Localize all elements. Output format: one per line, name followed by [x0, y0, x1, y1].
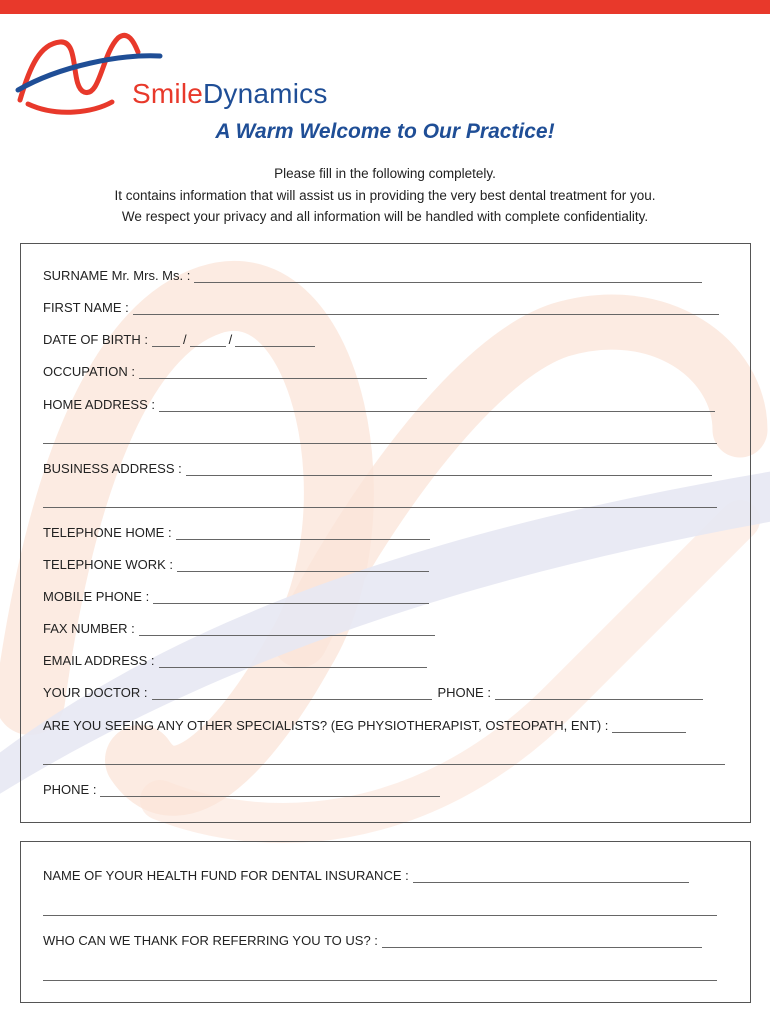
home-address-row — [43, 397, 715, 412]
dob-separator-2: / — [228, 332, 233, 347]
business-address-row — [43, 461, 712, 476]
referral-line-2-field[interactable] — [43, 968, 717, 981]
home-address-label: HOME ADDRESS : — [43, 397, 155, 412]
surname-label: SURNAME Mr. Mrs. Ms. : — [43, 268, 191, 283]
logo-text — [132, 78, 328, 110]
telephone-home-field[interactable] — [176, 527, 430, 540]
specialists-field[interactable] — [612, 720, 686, 733]
logo-text-smile: Smile — [132, 78, 204, 109]
intro-line-3: We respect your privacy and all information will be handled with complete confidentiality. — [121, 209, 649, 224]
home-address-line-2-row — [43, 429, 717, 444]
dob-year-field[interactable] — [235, 334, 315, 347]
your-doctor-label: YOUR DOCTOR : — [43, 685, 148, 700]
mobile-phone-row — [43, 589, 429, 604]
dob-day-field[interactable] — [152, 334, 180, 347]
mobile-phone-field[interactable] — [153, 591, 429, 604]
email-address-label: EMAIL ADDRESS : — [43, 653, 155, 668]
occupation-row — [43, 364, 427, 379]
first-name-row — [43, 300, 719, 315]
specialist-phone-label: PHONE : — [43, 782, 97, 797]
surname-field[interactable] — [194, 270, 702, 283]
intro-line-1: Please fill in the following completely. — [274, 166, 496, 181]
dob-row — [43, 332, 315, 347]
email-address-field[interactable] — [159, 655, 427, 668]
business-address-line-2-row — [43, 493, 717, 508]
specialist-phone-row — [43, 782, 440, 797]
first-name-label: FIRST NAME : — [43, 300, 129, 315]
home-address-line-2-field[interactable] — [43, 431, 717, 444]
fax-number-field[interactable] — [139, 623, 435, 636]
occupation-label: OCCUPATION : — [43, 364, 135, 379]
specialists-label: ARE YOU SEEING ANY OTHER SPECIALISTS? (EG PHYSIOTHERAPIST, OSTEOPATH, ENT) : — [43, 718, 609, 733]
logo-text-dynamics: Dynamics — [203, 78, 328, 109]
mobile-phone-label: MOBILE PHONE : — [43, 589, 150, 604]
health-fund-row — [43, 868, 689, 883]
intro-line-2: It contains information that will assist us in providing the very best dental treatment for you. — [114, 187, 656, 203]
email-address-row — [43, 653, 427, 668]
occupation-field[interactable] — [139, 366, 427, 379]
business-address-field[interactable] — [186, 463, 712, 476]
home-address-field[interactable] — [159, 399, 715, 412]
your-doctor-row — [43, 685, 703, 700]
dob-separator-1: / — [182, 332, 187, 347]
telephone-work-row — [43, 557, 429, 572]
surname-row — [43, 268, 702, 283]
health-fund-label: NAME OF YOUR HEALTH FUND FOR DENTAL INSURANCE : — [43, 868, 409, 883]
business-address-label: BUSINESS ADDRESS : — [43, 461, 182, 476]
first-name-field[interactable] — [133, 302, 719, 315]
specialist-phone-field[interactable] — [100, 784, 440, 797]
intro-text — [0, 163, 770, 228]
referral-field[interactable] — [382, 935, 702, 948]
page-title: A Warm Welcome to Our Practice! — [215, 120, 555, 143]
dob-month-field[interactable] — [190, 334, 226, 347]
dob-label: DATE OF BIRTH : — [43, 332, 148, 347]
telephone-work-field[interactable] — [177, 559, 429, 572]
doctor-phone-field[interactable] — [495, 687, 703, 700]
specialists-line-2-field[interactable] — [43, 752, 725, 765]
telephone-work-label: TELEPHONE WORK : — [43, 557, 174, 572]
health-fund-field[interactable] — [413, 870, 689, 883]
referral-line-2-row — [43, 966, 717, 981]
referral-row — [43, 933, 702, 948]
business-address-line-2-field[interactable] — [43, 495, 717, 508]
telephone-home-row — [43, 525, 430, 540]
health-fund-line-2-field[interactable] — [43, 903, 717, 916]
health-fund-line-2-row — [43, 901, 717, 916]
your-doctor-field[interactable] — [152, 687, 432, 700]
fax-number-label: FAX NUMBER : — [43, 621, 135, 636]
doctor-phone-label: PHONE : — [437, 685, 491, 700]
telephone-home-label: TELEPHONE HOME : — [43, 525, 172, 540]
referral-label: WHO CAN WE THANK FOR REFERRING YOU TO US? : — [43, 933, 378, 948]
specialists-row — [43, 718, 686, 733]
specialists-line-2-row — [43, 750, 725, 765]
fax-number-row — [43, 621, 435, 636]
